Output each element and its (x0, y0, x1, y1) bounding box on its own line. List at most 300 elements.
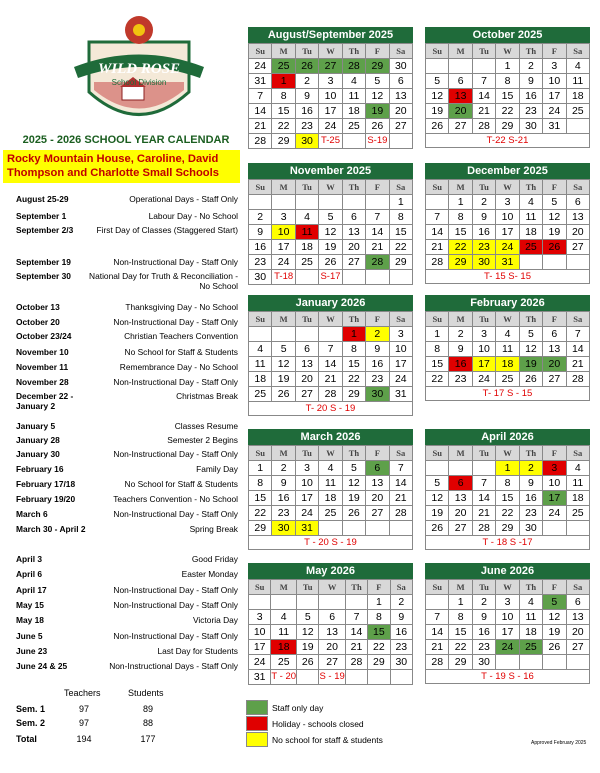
month-day-counts: T-22 S-21 (425, 134, 590, 148)
day-cell: 30 (391, 655, 413, 670)
day-cell: 19 (543, 225, 566, 240)
legend-item (246, 732, 546, 747)
day-cell: 12 (297, 625, 319, 640)
month-calendar (248, 163, 413, 285)
day-cell (343, 270, 366, 285)
event-date: February 16 (16, 464, 64, 474)
month-grid (248, 43, 413, 149)
event-date: June 24 & 25 (16, 661, 68, 671)
event-description: Good Friday (191, 554, 238, 564)
day-cell (390, 270, 413, 285)
day-name: Tu (473, 44, 496, 59)
day-name: Sa (567, 180, 590, 195)
day-cell: 2 (391, 595, 413, 610)
day-cell: 10 (272, 225, 295, 240)
event-description: Non-Instructional Day - Staff Only (113, 377, 238, 387)
day-cell: 28 (473, 119, 496, 134)
day-cell: 21 (366, 240, 389, 255)
day-cell: 17 (543, 491, 566, 506)
day-cell: 21 (426, 240, 449, 255)
day-cell: 6 (567, 195, 590, 210)
day-cell: 26 (520, 372, 543, 387)
day-cell: 5 (366, 74, 389, 89)
day-cell: 19 (426, 104, 449, 119)
event-description: First Day of Classes (Staggered Start) (96, 225, 238, 235)
day-cell: 24 (249, 655, 271, 670)
day-cell: 16 (473, 625, 496, 640)
day-cell: 12 (543, 610, 566, 625)
day-cell: 16 (391, 625, 413, 640)
day-cell (543, 655, 566, 670)
day-cell: 20 (390, 104, 413, 119)
day-cell: 9 (249, 225, 272, 240)
day-name: Sa (390, 180, 413, 195)
logo-title: WILD ROSE (97, 61, 181, 77)
day-cell: 25 (296, 255, 319, 270)
day-cell: 18 (271, 640, 297, 655)
day-name: Th (346, 580, 368, 595)
day-cell: 26 (343, 506, 366, 521)
day-name: Tu (473, 312, 496, 327)
legend-label: Holiday - schools closed (272, 719, 364, 729)
day-name: Sa (390, 312, 413, 327)
day-cell: 24 (319, 119, 342, 134)
month-title: August/September 2025 (248, 27, 413, 43)
legend-label: No school for staff & students (272, 735, 383, 745)
day-cell: 4 (296, 210, 319, 225)
day-cell: 29 (272, 134, 295, 149)
day-cell: 25 (520, 240, 543, 255)
day-cell: 7 (366, 210, 389, 225)
students-count: 89 (142, 704, 153, 714)
day-cell: 11 (296, 225, 319, 240)
month-calendar (248, 27, 413, 149)
day-cell: 1 (272, 74, 295, 89)
month-grid (425, 179, 590, 270)
day-name: Sa (567, 446, 590, 461)
event-date: May 15 (16, 600, 44, 610)
day-cell (296, 327, 319, 342)
month-grid (248, 311, 413, 402)
day-cell: 9 (366, 342, 389, 357)
day-cell (343, 195, 366, 210)
day-cell: 4 (567, 59, 590, 74)
day-cell: 21 (567, 357, 590, 372)
day-cell: 2 (473, 195, 496, 210)
day-cell: 10 (543, 476, 566, 491)
day-cell: 6 (567, 595, 590, 610)
day-cell: 23 (449, 372, 472, 387)
day-cell: 14 (249, 104, 272, 119)
day-cell: 7 (473, 74, 496, 89)
event-description: Non-Instructional Day - Staff Only (113, 585, 238, 595)
day-cell: 27 (390, 119, 413, 134)
day-cell: 14 (319, 357, 342, 372)
month-calendar (425, 163, 590, 284)
day-cell: 19 (543, 625, 566, 640)
day-cell: 5 (343, 461, 366, 476)
day-cell: 18 (567, 491, 590, 506)
day-cell: 19 (366, 104, 389, 119)
day-cell: 20 (567, 225, 590, 240)
day-cell: 19 (520, 357, 543, 372)
day-cell: 25 (272, 59, 295, 74)
wild-rose-logo (64, 12, 214, 130)
day-cell (319, 595, 345, 610)
month-day-counts: T - 20 S - 19 (248, 536, 413, 550)
day-name: W (319, 312, 342, 327)
day-name: F (368, 580, 390, 595)
day-cell: 28 (343, 59, 366, 74)
day-cell: 7 (473, 476, 496, 491)
day-cell: 23 (473, 640, 496, 655)
event-date: September 2/3 (16, 225, 74, 235)
day-cell: 13 (543, 342, 566, 357)
day-cell: 21 (249, 119, 272, 134)
day-cell: 19 (343, 491, 366, 506)
day-cell: 18 (496, 357, 519, 372)
day-cell: 27 (449, 119, 472, 134)
event-description: Semester 2 Begins (167, 435, 238, 445)
day-cell: 30 (249, 270, 272, 285)
day-cell: 16 (272, 491, 295, 506)
day-cell: 21 (319, 372, 342, 387)
day-cell: 24 (543, 506, 566, 521)
day-cell: 3 (473, 327, 496, 342)
day-cell: 26 (272, 387, 295, 402)
day-cell: 10 (496, 210, 519, 225)
day-cell: 31 (296, 521, 319, 536)
day-cell: 18 (296, 240, 319, 255)
count-label: Total (16, 734, 37, 744)
day-name: M (449, 580, 472, 595)
event-description: Christian Teachers Convention (124, 331, 238, 341)
day-cell: 25 (249, 387, 272, 402)
day-cell: 23 (520, 506, 543, 521)
day-cell: 31 (390, 387, 413, 402)
day-cell: 14 (426, 625, 449, 640)
day-cell: 21 (426, 640, 449, 655)
event-description: Classes Resume (174, 421, 238, 431)
count-row (16, 718, 216, 732)
day-name: F (543, 446, 566, 461)
day-cell: 7 (390, 461, 413, 476)
day-name: F (366, 180, 389, 195)
day-cell: 25 (343, 119, 366, 134)
day-cell (543, 521, 566, 536)
month-title: February 2026 (425, 295, 590, 311)
event-description: Non-Instructional Day - Staff Only (113, 600, 238, 610)
day-cell: 16 (296, 104, 319, 119)
day-cell: 17 (319, 104, 342, 119)
day-cell: 7 (426, 610, 449, 625)
day-name: Tu (297, 580, 319, 595)
day-name: M (272, 180, 295, 195)
day-cell: 9 (449, 342, 472, 357)
event-description: No School for Staff & Students (124, 479, 238, 489)
day-cell: 6 (449, 476, 472, 491)
day-cell: 21 (390, 491, 413, 506)
day-cell: 21 (346, 640, 368, 655)
month-day-counts: T- 20 S - 19 (248, 402, 413, 416)
day-cell: 29 (449, 255, 472, 270)
day-cell: 30 (520, 521, 543, 536)
count-label: Sem. 2 (16, 718, 46, 728)
day-cell: 29 (366, 59, 389, 74)
month-grid (425, 311, 590, 387)
month-title: March 2026 (248, 429, 413, 445)
day-name: M (449, 180, 472, 195)
day-cell: 25 (567, 104, 590, 119)
day-cell: 13 (319, 625, 345, 640)
legend-swatch (246, 732, 268, 747)
day-cell: 27 (567, 240, 590, 255)
day-cell: 20 (567, 625, 590, 640)
day-name: W (496, 580, 519, 595)
day-cell: 24 (296, 506, 319, 521)
day-cell: 26 (296, 59, 319, 74)
day-cell (319, 195, 342, 210)
month-calendar (248, 563, 413, 685)
day-cell: 20 (319, 640, 345, 655)
day-cell: 29 (496, 521, 519, 536)
day-cell: 26 (543, 240, 566, 255)
day-cell: 8 (496, 476, 519, 491)
day-cell: 1 (249, 461, 272, 476)
day-cell: 6 (319, 610, 345, 625)
day-cell: 15 (449, 225, 472, 240)
day-cell: 14 (426, 225, 449, 240)
day-cell: 27 (343, 255, 366, 270)
day-cell (249, 327, 272, 342)
day-cell: 23 (473, 240, 496, 255)
day-cell: 19 (426, 506, 449, 521)
event-date: April 17 (16, 585, 47, 595)
day-cell (473, 59, 496, 74)
day-cell: 11 (343, 89, 366, 104)
day-cell: 28 (567, 372, 590, 387)
event-description: Last Day for Students (157, 646, 238, 656)
day-cell (343, 134, 366, 149)
day-cell (296, 195, 319, 210)
day-cell (346, 670, 368, 685)
day-cell (426, 461, 449, 476)
day-cell: 27 (567, 640, 590, 655)
day-cell: 9 (272, 476, 295, 491)
day-cell: 15 (496, 491, 519, 506)
event-date: February 17/18 (16, 479, 76, 489)
students-header: Students (128, 688, 164, 698)
day-name: W (496, 44, 519, 59)
event-date: October 20 (16, 317, 60, 327)
school-names-banner: Rocky Mountain House, Caroline, David Thompson and Charlotte Small Schools (3, 150, 240, 183)
day-cell (390, 134, 413, 149)
legend-swatch (246, 700, 268, 715)
day-cell: 24 (496, 240, 519, 255)
day-cell: 20 (366, 491, 389, 506)
day-cell: 15 (426, 357, 449, 372)
day-cell (567, 655, 590, 670)
day-name: F (543, 180, 566, 195)
day-cell: 17 (543, 89, 566, 104)
event-description: Victoria Day (193, 615, 238, 625)
day-name: F (366, 446, 389, 461)
day-cell: 28 (426, 255, 449, 270)
day-cell: 4 (520, 195, 543, 210)
day-cell: 29 (449, 655, 472, 670)
day-cell: 11 (249, 357, 272, 372)
count-label: Sem. 1 (16, 704, 46, 714)
day-name: M (272, 446, 295, 461)
event-date: November 28 (16, 377, 69, 387)
day-cell: 19 (319, 240, 342, 255)
day-cell: 30 (390, 59, 413, 74)
day-cell: 5 (543, 595, 566, 610)
day-cell: 4 (343, 74, 366, 89)
day-cell: 12 (319, 225, 342, 240)
day-cell: 13 (390, 89, 413, 104)
day-cell: 22 (272, 119, 295, 134)
day-name: Th (520, 312, 543, 327)
day-cell: 20 (543, 357, 566, 372)
logo-subtitle: School Division (111, 78, 167, 87)
day-name: Th (343, 446, 366, 461)
day-name: W (496, 312, 519, 327)
day-cell: 13 (296, 357, 319, 372)
legend-label: Staff only day (272, 703, 324, 713)
event-description: Non-Instructional Day - Staff Only (113, 257, 238, 267)
day-cell: 8 (390, 210, 413, 225)
day-cell: 23 (366, 372, 389, 387)
day-cell: 10 (296, 476, 319, 491)
day-cell (426, 195, 449, 210)
day-cell: 25 (271, 655, 297, 670)
day-cell: 7 (426, 210, 449, 225)
day-cell: 11 (520, 610, 543, 625)
event-description: No School for Staff & Students (124, 347, 238, 357)
day-cell: 6 (343, 210, 366, 225)
day-name: Su (249, 446, 272, 461)
day-cell: 9 (473, 210, 496, 225)
day-name: Su (426, 580, 449, 595)
day-name: Su (426, 180, 449, 195)
day-cell: 2 (366, 327, 389, 342)
month-day-counts: T- 15 S- 15 (425, 270, 590, 284)
legend-item (246, 716, 546, 731)
day-cell: 2 (449, 327, 472, 342)
month-day-counts: T - 19 S - 16 (425, 670, 590, 684)
day-cell: 17 (390, 357, 413, 372)
day-cell: 12 (343, 476, 366, 491)
month-title: January 2026 (248, 295, 413, 311)
day-cell: 22 (426, 372, 449, 387)
day-cell: 9 (391, 610, 413, 625)
event-date: January 30 (16, 449, 60, 459)
event-description: Teachers Convention - No School (113, 494, 238, 504)
event-date: April 3 (16, 554, 43, 564)
event-date: November 11 (16, 362, 69, 372)
day-cell: 25 (319, 506, 342, 521)
day-cell (249, 595, 271, 610)
day-cell: 28 (249, 134, 272, 149)
day-cell: 28 (366, 255, 389, 270)
day-cell: 17 (272, 240, 295, 255)
day-cell: 27 (296, 387, 319, 402)
day-cell (449, 59, 472, 74)
day-name: W (319, 446, 342, 461)
day-name: Sa (390, 446, 413, 461)
day-cell (567, 521, 590, 536)
day-cell: 26 (543, 640, 566, 655)
day-cell: 14 (473, 89, 496, 104)
day-cell: 11 (496, 342, 519, 357)
teachers-count: 194 (76, 734, 92, 744)
day-cell: 6 (449, 74, 472, 89)
day-name: F (366, 44, 389, 59)
day-cell: 3 (496, 195, 519, 210)
day-cell: 10 (543, 74, 566, 89)
day-cell: 23 (296, 119, 319, 134)
day-cell: 12 (272, 357, 295, 372)
event-date: January 28 (16, 435, 60, 445)
month-grid (425, 445, 590, 536)
event-description: Non-Instructional Day - Staff Only (113, 509, 238, 519)
day-cell: 4 (271, 610, 297, 625)
event-date: October 23/24 (16, 331, 72, 341)
day-name: Sa (391, 580, 413, 595)
day-cell: 1 (496, 461, 519, 476)
day-name: Th (343, 312, 366, 327)
day-cell: 28 (426, 655, 449, 670)
day-cell: 26 (426, 119, 449, 134)
day-name: M (449, 446, 472, 461)
event-description: Operational Days - Staff Only (129, 194, 238, 204)
day-name: M (271, 580, 297, 595)
day-cell: 5 (520, 327, 543, 342)
day-cell: 13 (449, 89, 472, 104)
day-cell: 22 (496, 104, 519, 119)
day-cell: 30 (296, 134, 319, 149)
day-cell: 26 (319, 255, 342, 270)
day-cell: 24 (543, 104, 566, 119)
event-description: National Day for Truth & Reconciliation - No School (89, 271, 238, 291)
day-cell: 27 (319, 59, 342, 74)
day-cell: 4 (249, 342, 272, 357)
day-cell: 21 (473, 506, 496, 521)
day-cell: 17 (249, 640, 271, 655)
day-cell: 25 (496, 372, 519, 387)
day-cell: 31 (543, 119, 566, 134)
day-count-note: T - 20 (271, 670, 297, 685)
day-cell: 3 (543, 461, 566, 476)
day-cell: 12 (426, 491, 449, 506)
day-name: F (366, 312, 389, 327)
month-calendar (425, 27, 590, 148)
day-cell: 6 (390, 74, 413, 89)
day-name: Th (520, 446, 543, 461)
day-cell: 31 (496, 255, 519, 270)
day-name: Tu (473, 446, 496, 461)
day-cell: 28 (319, 387, 342, 402)
day-cell: 20 (296, 372, 319, 387)
day-count-note: S-19 (366, 134, 389, 149)
day-cell (449, 461, 472, 476)
event-description: Non-Instructional Day - Staff Only (113, 631, 238, 641)
month-calendar (425, 563, 590, 684)
day-cell: 26 (297, 655, 319, 670)
month-grid (248, 579, 413, 685)
day-cell: 18 (520, 225, 543, 240)
